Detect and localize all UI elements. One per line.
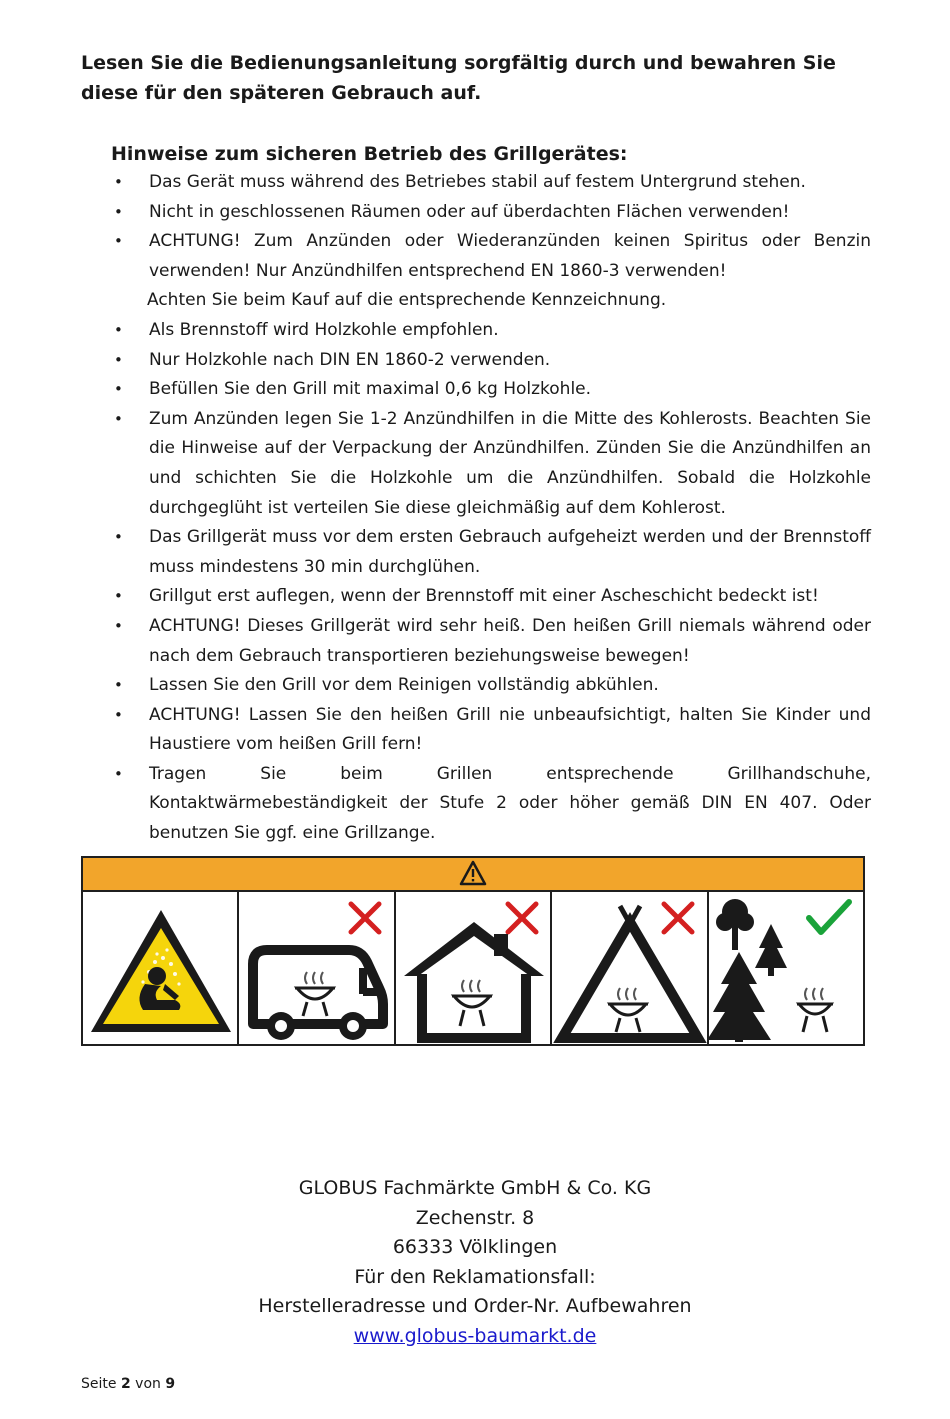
list-item-continuation: Achten Sie beim Kauf auf die entsprechende Kennzeichnung. [147,290,667,311]
grill-outdoors-allowed-icon [709,892,863,1044]
complaint-note: Herstelleradresse und Order-Nr. Aufbewahren [258,1295,692,1317]
list-item: • ACHTUNG! Lassen Sie den heißen Grill nie unbeaufsichtigt, halten Sie Kinder und Haustiere vom heißen Grill fern! [114,704,871,755]
warning-pictogram-panel [81,856,865,1046]
section-title: Hinweise zum sicheren Betrieb des Grillgerätes: [111,143,628,165]
website-link[interactable]: www.globus-baumarkt.de [353,1324,597,1347]
intro-text: Lesen Sie die Bedienungsanleitung sorgfältig durch und bewahren Sie diese für den späteren Gebrauch auf. [81,52,836,104]
warning-triangle-icon [459,860,487,886]
list-item: • ACHTUNG! Dieses Grillgerät wird sehr heiß. Den heißen Grill niemals während oder nach dem Gebrauch transportieren beziehungsweise bewegen! [114,615,871,666]
list-item: • ACHTUNG! Zum Anzünden oder Wiederanzünden keinen Spiritus oder Benzin verwenden! Nur Anzündhilfen entsprechend EN 1860-3 verwenden! Achten Sie beim Kauf auf die entsprechende Kennzeichnung. [111,227,871,316]
complaint-label: Für den Reklamationsfall: [354,1265,596,1288]
no-grill-in-tent-icon [552,892,708,1044]
list-item: • Nicht in geschlossenen Räumen oder auf überdachten Flächen verwenden! [114,201,790,222]
list-item: • Das Grillgerät muss vor dem ersten Gebrauch aufgeheizt werden und der Brennstoff muss mindestens 30 min durchglühen. [114,527,871,577]
list-item: • Tragen Sie beim Grillen entsprechende Grillhandschuhe, Kontaktwärmebeständigkeit der Stufe 2 oder höher gemäß DIN EN 407. Oder benutzen Sie ggf. eine Grillzange. [114,763,871,844]
list-item: • Befüllen Sie den Grill mit maximal 0,6 kg Holzkohle. [114,379,592,400]
company-street: Zechenstr. 8 [415,1206,535,1229]
page-number: Seite 2 von 9 [81,1376,176,1392]
no-grill-indoors-icon [396,892,552,1044]
company-footer [0,1174,950,1351]
list-item: • Lassen Sie den Grill vor dem Reinigen vollständig abkühlen. [114,675,659,696]
warning-header-bar [83,858,863,892]
company-city: 66333 Völklingen [392,1236,558,1258]
carbon-monoxide-hazard-icon [83,892,239,1044]
list-item: • Als Brennstoff wird Holzkohle empfohlen. [114,319,499,340]
list-item: • Grillgut erst auflegen, wenn der Brennstoff mit einer Ascheschicht bedeckt ist! [114,586,819,607]
safety-instructions-list [111,168,871,849]
list-item: • Das Gerät muss während des Betriebes stabil auf festem Untergrund stehen. [114,172,806,192]
company-name: GLOBUS Fachmärkte GmbH & Co. KG [298,1177,652,1199]
list-item: • Zum Anzünden legen Sie 1-2 Anzündhilfen in die Mitte des Kohlerosts. Beachten Sie die Hinweise auf der Verpackung der Anzündhilfen. Zünden Sie die Anzündhilfen an und schichten Sie die Holzkohle um die Anzündhilfen. Sobald die Holzkohle durchgeglüht ist verteilen Sie diese gleichmäßig auf dem Kohlerost. [114,408,871,518]
list-item: • Nur Holzkohle nach DIN EN 1860-2 verwenden. [114,349,551,370]
no-grill-in-vehicle-icon [239,892,395,1044]
